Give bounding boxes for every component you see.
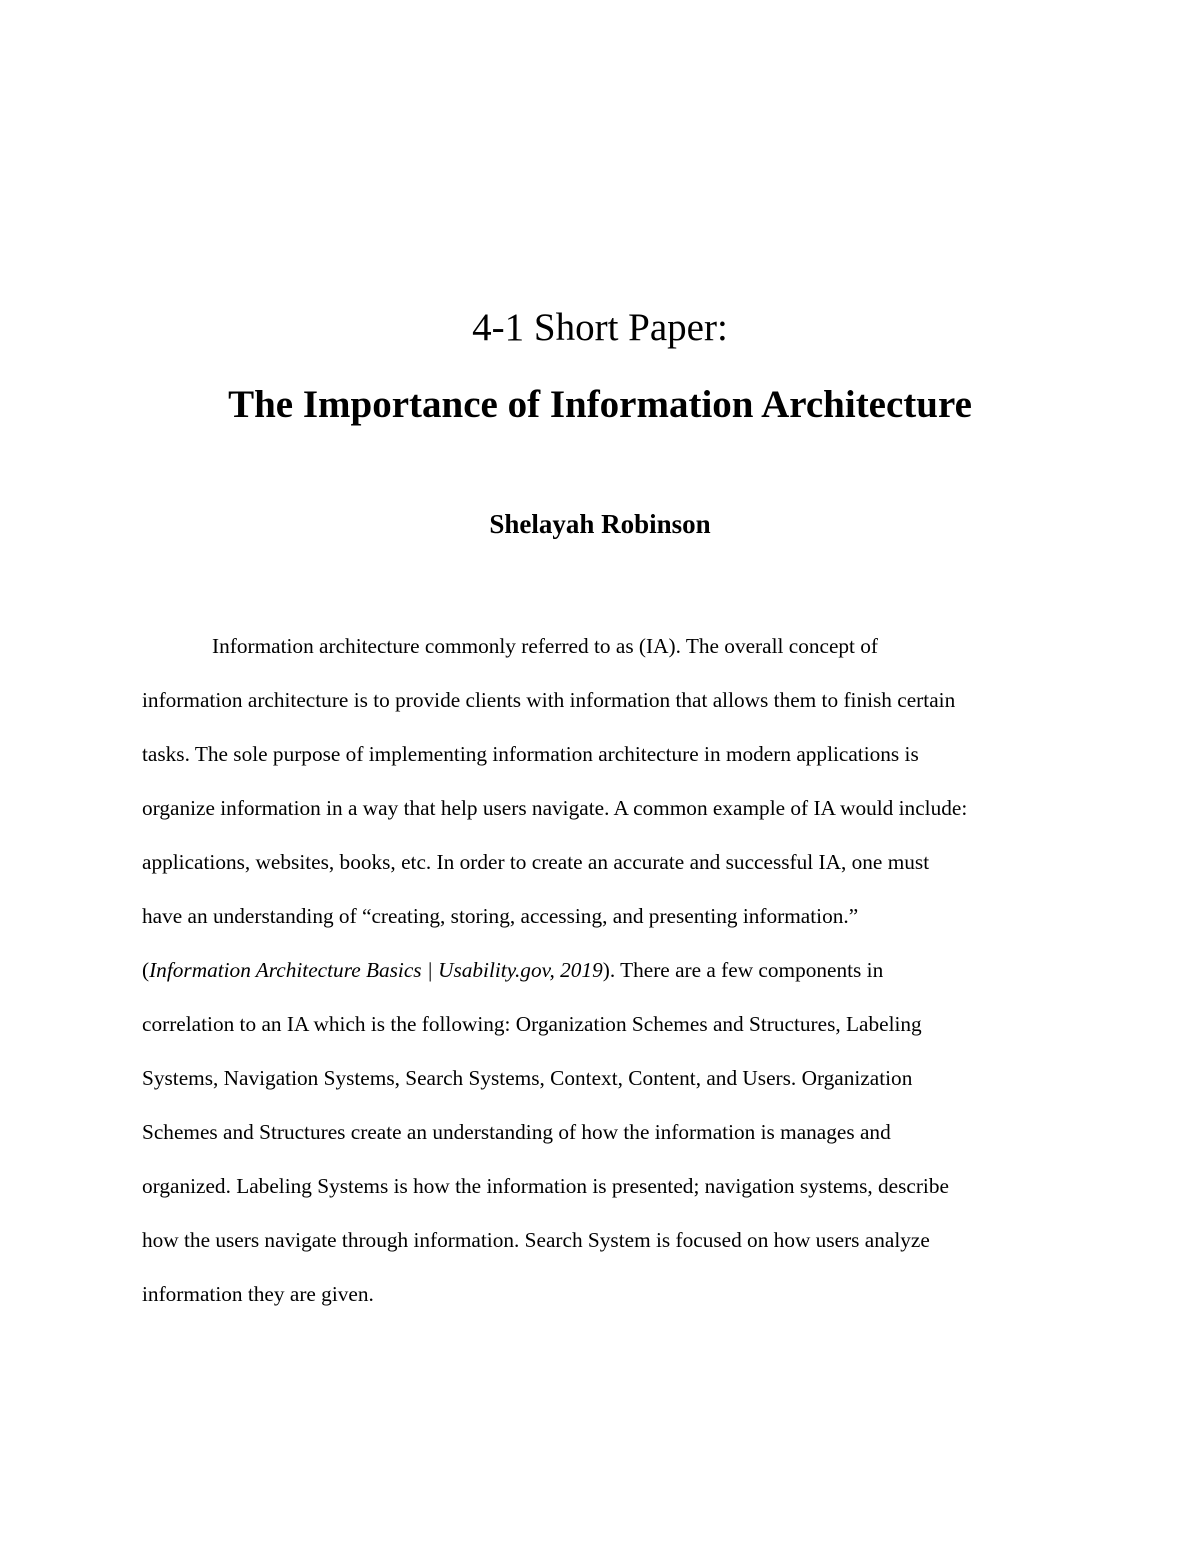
body-line: organized. Labeling Systems is how the information is presented; navigation systems, describe bbox=[142, 1174, 949, 1198]
citation-source: Information Architecture Basics | Usability.gov, 2019 bbox=[149, 958, 603, 982]
body-line: Schemes and Structures create an understanding of how the information is manages and bbox=[142, 1120, 891, 1144]
citation-open-paren: ( bbox=[142, 958, 150, 982]
body-line: applications, websites, books, etc. In order to create an accurate and successful IA, one must bbox=[142, 850, 930, 874]
body-line: tasks. The sole purpose of implementing information architecture in modern applications is bbox=[142, 742, 919, 766]
body-line: Information architecture commonly referred to as (IA). The overall concept of bbox=[212, 634, 879, 658]
author-name: Shelayah Robinson bbox=[489, 509, 711, 539]
body-line: have an understanding of “creating, storing, accessing, and presenting information.” bbox=[142, 904, 859, 928]
body-line: information architecture is to provide clients with information that allows them to finish certain bbox=[142, 688, 956, 712]
paper-title-line-2: The Importance of Information Architecture bbox=[228, 383, 972, 426]
citation-rest: ). There are a few components in bbox=[602, 958, 884, 982]
paper-title-line-1: 4-1 Short Paper: bbox=[472, 306, 728, 349]
body-line-citation bbox=[142, 955, 883, 985]
body-line: organize information in a way that help users navigate. A common example of IA would include: bbox=[142, 796, 968, 820]
body-line: how the users navigate through information. Search System is focused on how users analyze bbox=[142, 1228, 930, 1252]
body-line: Systems, Navigation Systems, Search Systems, Context, Content, and Users. Organization bbox=[142, 1066, 913, 1090]
body-line: correlation to an IA which is the following: Organization Schemes and Structures, Labeling bbox=[142, 1012, 922, 1036]
body-line: information they are given. bbox=[142, 1282, 374, 1306]
